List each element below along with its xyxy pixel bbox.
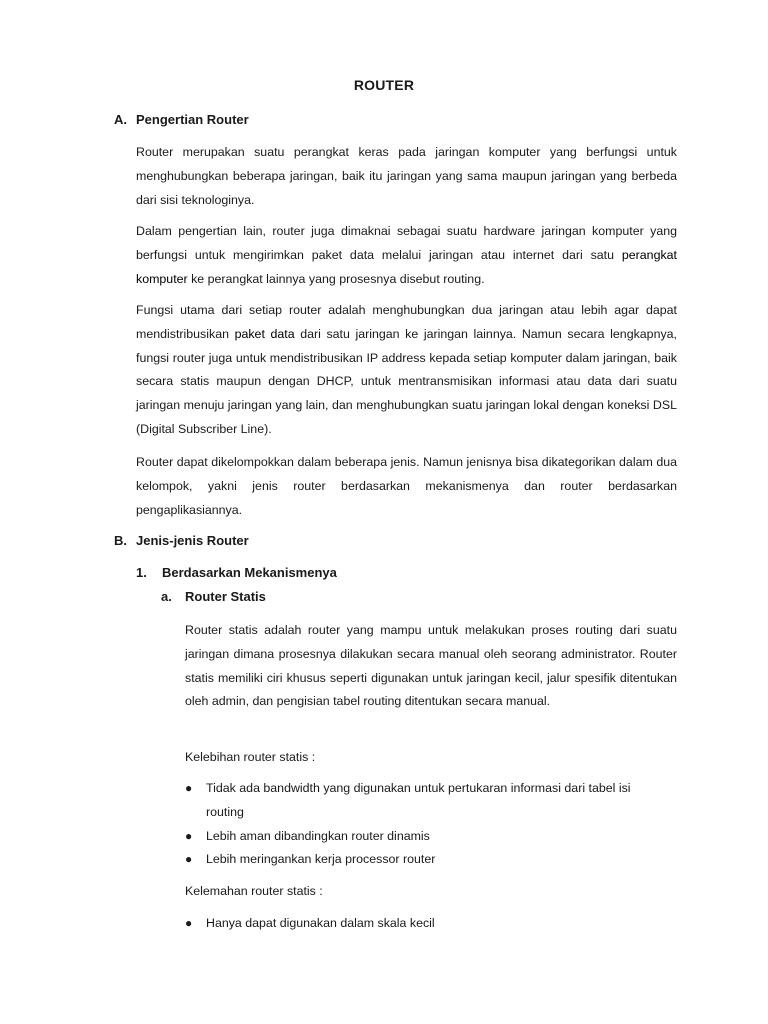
paragraph-definition-2 (136, 220, 677, 291)
bullet-icon: ● (185, 781, 193, 795)
section-a-heading (114, 112, 249, 127)
link-paket-data[interactable]: paket data (234, 326, 295, 341)
subsection-a-heading (161, 589, 266, 604)
section-a-marker: A. (114, 112, 127, 127)
advantages-label: Kelebihan router statis : (185, 750, 316, 764)
bullet-icon: ● (185, 828, 193, 843)
paragraph-definition-1: Router merupakan suatu perangkat keras pada jaringan komputer yang berfungsi untuk menghubungkan beberapa jaringan, baik itu jaringan yang sama maupun jaringan yang berbeda dari sisi teknologinya. (136, 145, 677, 207)
paragraph-function-text-a: Fungsi utama dari setiap router adalah menghubungkan dua jaringan atau lebih agar dapat mendistribusikan (136, 303, 677, 341)
paragraph-static-router: Router statis adalah router yang mampu untuk melakukan proses routing dari suatu jaringan dimana prosesnya dilakukan secara manual oleh seorang administrator. Router statis memiliki ciri khusus seperti digunakan untuk jaringan kecil, jalur spesifik ditentukan oleh admin, dan pengisian tabel routing ditentukan secara manual. (185, 623, 677, 709)
subsection-1-title: Berdasarkan Mekanismenya (162, 565, 337, 580)
paragraph-definition-2-text-b: ke perangkat lainnya yang prosesnya disebut routing. (187, 271, 485, 286)
subsection-a-marker: a. (161, 589, 172, 604)
section-b-marker: B. (114, 533, 127, 548)
subsection-a-title: Router Statis (185, 589, 266, 604)
subsection-1-heading (136, 565, 337, 580)
section-b-title: Jenis-jenis Router (136, 533, 249, 548)
bullet-icon: ● (185, 916, 193, 930)
list-item (185, 912, 666, 936)
bullet-icon: ● (185, 852, 193, 867)
disadvantages-label: Kelemahan router statis : (185, 884, 323, 898)
section-a-title: Pengertian Router (136, 112, 249, 127)
list-item (185, 777, 666, 825)
list-item (185, 848, 666, 872)
subsection-1-marker: 1. (136, 565, 147, 580)
list-item (185, 825, 666, 849)
disadvantages-list (185, 912, 677, 936)
paragraph-function (136, 299, 677, 442)
section-b-heading (114, 533, 249, 548)
paragraph-function-text-b: dari satu jaringan ke jaringan lainnya. Namun secara lengkapnya, fungsi router juga untuk mendistribusikan IP address kepada setiap komputer dalam jaringan, baik secara statis maupun dengan DHCP, untuk mentransmisikan informasi atau data dari suatu jaringan menuju jaringan yang lain, dan menghubungkan suatu jaringan lokal dengan koneksi DSL (Digital Subscriber Line). (136, 326, 677, 436)
list-item-text: Lebih aman dibandingkan router dinamis (206, 828, 430, 843)
paragraph-definition-2-text-a: Dalam pengertian lain, router juga dimaknai sebagai suatu hardware jaringan komputer yang berfungsi untuk mengirimkan paket data melalui jaringan atau internet dari satu (136, 224, 677, 262)
link-perangkat-komputer[interactable]: perangkat komputer (136, 247, 677, 286)
list-item-text: Lebih meringankan kerja processor router (206, 852, 436, 867)
advantages-list (185, 777, 677, 872)
list-item-text: Hanya dapat digunakan dalam skala kecil (206, 916, 435, 930)
document-title: ROUTER (353, 77, 415, 93)
list-item-text: Tidak ada bandwidth yang digunakan untuk pertukaran informasi dari tabel isi routing (206, 781, 631, 819)
paragraph-classification: Router dapat dikelompokkan dalam beberapa jenis. Namun jenisnya bisa dikategorikan dalam dua kelompok, yakni jenis router berdasarkan mekanismenya dan router berdasarkan pengaplikasiannya. (136, 455, 677, 517)
